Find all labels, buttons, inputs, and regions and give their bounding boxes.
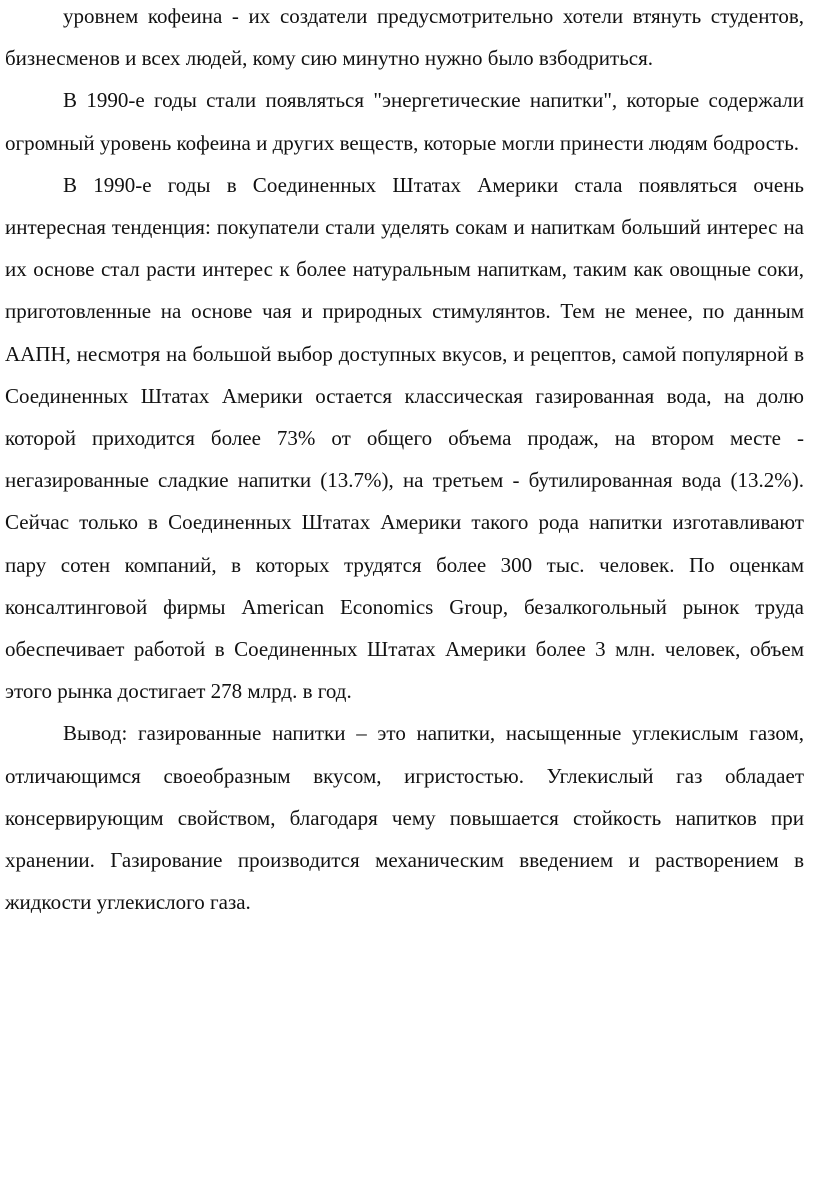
paragraph-energy-drinks: В 1990-е годы стали появляться "энергетические напитки", которые содержали огромный уровень кофеина и других веществ, которые могли принести людям бодрость. bbox=[5, 88, 804, 155]
paragraph-conclusion: Вывод: газированные напитки – это напитки, насыщенные углекислым газом, отличающимся своеобразным вкусом, игристостью. Углекислый газ обладает консервирующим свойством, благодаря чему повышается стойкость напитков при хранении. Газирование производится механическим введением и растворением в жидкости углекислого газа. bbox=[5, 721, 804, 915]
paragraph-usa-trends: В 1990-е годы в Соединенных Штатах Америки стала появляться очень интересная тенденция: покупатели стали уделять сокам и напиткам больший интерес на их основе стал расти интерес к более натуральным напиткам, таким как овощные соки, приготовленные на основе чая и природных стимулянтов. Тем не менее, по данным ААПН, несмотря на большой выбор доступных вкусов, и рецептов, самой популярной в Соединенных Штатах Америки остается классическая газированная вода, на долю которой приходится более 73% от общего объема продаж, на втором месте - негазированные сладкие напитки (13.7%), на третьем - бутилированная вода (13.2%). Сейчас только в Соединенных Штатах Америки такого рода напитки изготавливают пару сотен компаний, в которых трудятся более 300 тыс. человек. По оценкам консалтинговой фирмы American Economics Group, безалкогольный рынок труда обеспечивает работой в Соединенных Штатах Америки более 3 млн. человек, объем этого рынка достигает 278 млрд. в год. bbox=[5, 172, 804, 704]
paragraph-caffeine-continuation: уровнем кофеина - их создатели предусмотрительно хотели втянуть студентов, бизнесменов и всех людей, кому сию минутно нужно было взбодриться. bbox=[5, 4, 804, 71]
